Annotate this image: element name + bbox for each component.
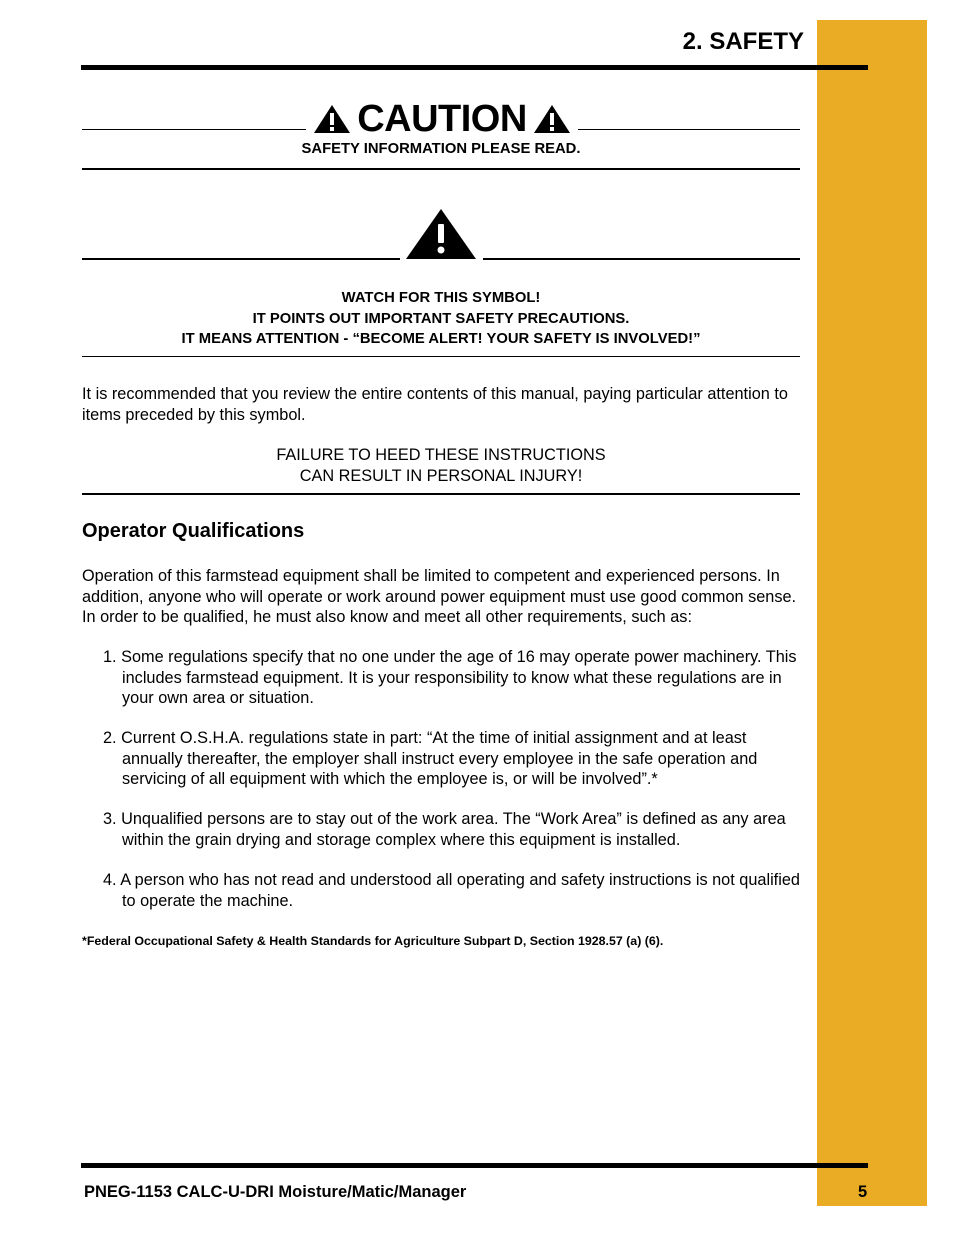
caution-banner: [310, 99, 574, 139]
page-number: 5: [858, 1183, 868, 1201]
caution-rule-right: [578, 129, 800, 130]
injury-warning: [82, 445, 800, 486]
operator-qualifications-heading: Operator Qualifications: [82, 520, 305, 542]
symbol-notice: [82, 288, 800, 350]
warning-bottom-rule: [82, 493, 800, 495]
header-rule: [81, 65, 868, 70]
footer-title: PNEG-1153 CALC-U-DRI Moisture/Matic/Manager: [84, 1183, 467, 1201]
warning-triangle-icon: [313, 104, 351, 134]
list-item: 3. Unqualified persons are to stay out of the work area. The “Work Area” is defined as any area within the grain drying and storage complex where this equipment is installed.: [103, 810, 786, 849]
list-item: 1. Some regulations specify that no one under the age of 16 may operate power machinery. This includes farmstead equipment. It is your responsibility to know what these regulations are in your own area or situation.: [103, 648, 797, 707]
symbol-notice-line: WATCH FOR THIS SYMBOL!: [341, 290, 541, 306]
list-item: 2. Current O.S.H.A. regulations state in part: “At the time of initial assignment and at least annually thereafter, the employer shall instruct every employee in the safe operation and servicing of all equipment with which the employee is, or will be involved”.*: [103, 729, 758, 788]
footnote: *Federal Occupational Safety & Health Standards for Agriculture Subpart D, Section 1928.57 (a) (6).: [82, 934, 664, 948]
warning-triangle-icon: [533, 104, 571, 134]
caution-word: CAUTION: [357, 98, 527, 140]
footer-rule: [81, 1163, 868, 1168]
section-title: 2. SAFETY: [682, 28, 804, 55]
operator-paragraph: Operation of this farmstead equipment shall be limited to competent and experienced persons. In addition, anyone who will operate or work around power equipment must use good common sense. In order to be qualified, he must also know and meet all other requirements, such as:: [82, 567, 797, 626]
symbol-rule-right: [483, 258, 800, 260]
symbol-notice-line: IT POINTS OUT IMPORTANT SAFETY PRECAUTIONS.: [252, 310, 630, 327]
warning-triangle-icon: [405, 208, 477, 260]
symbol-notice-line: IT MEANS ATTENTION - “BECOME ALERT! YOUR SAFETY IS INVOLVED!”: [181, 331, 701, 347]
injury-warning-line: CAN RESULT IN PERSONAL INJURY!: [299, 466, 583, 485]
list-item: 4. A person who has not read and understood all operating and safety instructions is not qualified to operate the machine.: [103, 871, 800, 910]
caution-bottom-rule: [82, 168, 800, 170]
caution-rule-left: [82, 129, 306, 130]
intro-paragraph: It is recommended that you review the entire contents of this manual, paying particular attention to items preceded by this symbol.: [82, 385, 788, 424]
chapter-tab-bar: [817, 20, 927, 1206]
notice-bottom-rule: [82, 356, 800, 357]
symbol-rule-left: [82, 258, 400, 260]
injury-warning-line: FAILURE TO HEED THESE INSTRUCTIONS: [276, 446, 606, 464]
caution-subtitle: SAFETY INFORMATION PLEASE READ.: [301, 141, 581, 157]
